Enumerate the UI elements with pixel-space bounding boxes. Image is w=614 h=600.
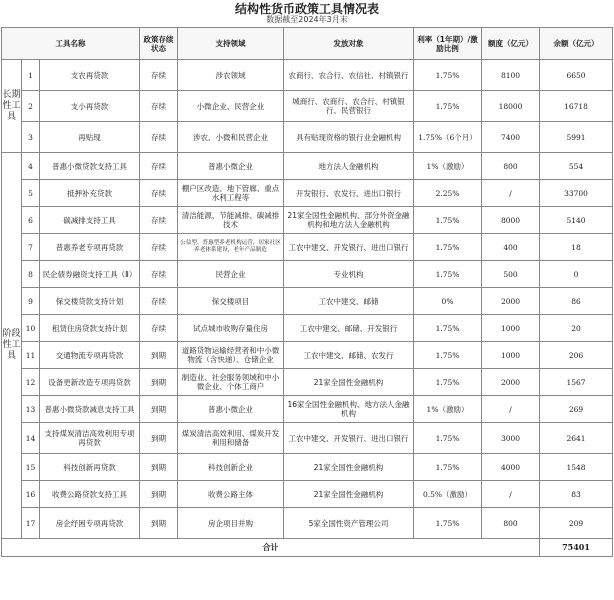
balance-value: 209 bbox=[540, 508, 613, 539]
policy-status: 存续 bbox=[140, 315, 178, 342]
table-row bbox=[2, 234, 613, 261]
support-field: 普惠小微企业 bbox=[178, 396, 284, 423]
total-balance: 75401 bbox=[540, 539, 613, 557]
table-row bbox=[2, 180, 613, 207]
policy-status: 存续 bbox=[140, 207, 178, 234]
balance-value: 1567 bbox=[540, 369, 613, 396]
header-quota: 额度（亿元） bbox=[482, 28, 540, 60]
quota-value: / bbox=[482, 481, 540, 508]
row-number: 2 bbox=[22, 91, 40, 122]
header-tool-name: 工具名称 bbox=[2, 28, 140, 60]
support-field: 试点城市收购存量住房 bbox=[178, 315, 284, 342]
table-row bbox=[2, 60, 613, 91]
table-row bbox=[2, 315, 613, 342]
target-institutions: 具有贴现资格的银行业金融机构 bbox=[284, 122, 414, 153]
interest-rate: 1.75% bbox=[414, 261, 482, 288]
table-row bbox=[2, 91, 613, 122]
quota-value: 500 bbox=[482, 261, 540, 288]
balance-value: 86 bbox=[540, 288, 613, 315]
table-row bbox=[2, 261, 613, 288]
interest-rate: 1.75% bbox=[414, 315, 482, 342]
policy-status: 存续 bbox=[140, 180, 178, 207]
row-number: 6 bbox=[22, 207, 40, 234]
header-status: 政策存续状态 bbox=[140, 28, 178, 60]
interest-rate: 1%（激励） bbox=[414, 396, 482, 423]
interest-rate: 1.75% bbox=[414, 369, 482, 396]
balance-value: 206 bbox=[540, 342, 613, 369]
tool-name: 支小再贷款 bbox=[40, 91, 140, 122]
tool-name: 保交楼贷款支持计划 bbox=[40, 288, 140, 315]
tool-name: 普惠养老专项再贷款 bbox=[40, 234, 140, 261]
target-institutions: 地方法人金融机构 bbox=[284, 153, 414, 180]
policy-status: 存续 bbox=[140, 60, 178, 91]
support-field: 煤炭清洁高效利用、煤炭开发利用和储备 bbox=[178, 423, 284, 454]
balance-value: 33700 bbox=[540, 180, 613, 207]
row-number: 9 bbox=[22, 288, 40, 315]
table-row bbox=[2, 454, 613, 481]
balance-value: 83 bbox=[540, 481, 613, 508]
policy-status: 到期 bbox=[140, 481, 178, 508]
header-target: 发放对象 bbox=[284, 28, 414, 60]
interest-rate: 0.5%（激励） bbox=[414, 481, 482, 508]
tool-name: 设备更新改造专项再贷款 bbox=[40, 369, 140, 396]
support-field: 保交楼项目 bbox=[178, 288, 284, 315]
support-field: 涉农、小微和民营企业 bbox=[178, 122, 284, 153]
balance-value: 1548 bbox=[540, 454, 613, 481]
balance-value: 20 bbox=[540, 315, 613, 342]
policy-status: 存续 bbox=[140, 91, 178, 122]
balance-value: 5140 bbox=[540, 207, 613, 234]
row-number: 13 bbox=[22, 396, 40, 423]
target-institutions: 专业机构 bbox=[284, 261, 414, 288]
tool-name: 房企纾困专项再贷款 bbox=[40, 508, 140, 539]
policy-status: 到期 bbox=[140, 423, 178, 454]
tool-name: 普惠小微贷款支持工具 bbox=[40, 153, 140, 180]
target-institutions: 工农中建交、邮储、开发银行 bbox=[284, 315, 414, 342]
tool-name: 收费公路贷款支持工具 bbox=[40, 481, 140, 508]
quota-value: / bbox=[482, 396, 540, 423]
row-number: 8 bbox=[22, 261, 40, 288]
balance-value: 5991 bbox=[540, 122, 613, 153]
interest-rate: 0% bbox=[414, 288, 482, 315]
tool-name: 碳减排支持工具 bbox=[40, 207, 140, 234]
balance-value: 18 bbox=[540, 234, 613, 261]
support-field: 道路货物运输经营者和中小微物流（含快递）、仓储企业 bbox=[178, 342, 284, 369]
header-field: 支持领域 bbox=[178, 28, 284, 60]
support-field: 收费公路主体 bbox=[178, 481, 284, 508]
policy-status: 存续 bbox=[140, 153, 178, 180]
target-institutions: 农商行、农合行、农信社、村镇银行 bbox=[284, 60, 414, 91]
table-row bbox=[2, 481, 613, 508]
row-number: 4 bbox=[22, 153, 40, 180]
interest-rate: 1.75% bbox=[414, 342, 482, 369]
header-rate: 利率（1年期）/激励比例 bbox=[414, 28, 482, 60]
interest-rate: 1%（激励） bbox=[414, 153, 482, 180]
support-field: 民营企业 bbox=[178, 261, 284, 288]
table-row bbox=[2, 508, 613, 539]
support-field: 制造业、社会服务领域和中小微企业、个体工商户 bbox=[178, 369, 284, 396]
row-number: 3 bbox=[22, 122, 40, 153]
table-row bbox=[2, 153, 613, 180]
target-institutions: 开发银行、农发行、进出口银行 bbox=[284, 180, 414, 207]
balance-value: 554 bbox=[540, 153, 613, 180]
policy-tools-table bbox=[1, 27, 613, 557]
quota-value: 800 bbox=[482, 153, 540, 180]
interest-rate: 1.75%（6个月） bbox=[414, 122, 482, 153]
quota-value: 400 bbox=[482, 234, 540, 261]
tool-name: 支持煤炭清洁高效利用专项再贷款 bbox=[40, 423, 140, 454]
support-field: 普惠小微企业 bbox=[178, 153, 284, 180]
support-field: 清洁能源、节能减排、碳减排技术 bbox=[178, 207, 284, 234]
row-number: 7 bbox=[22, 234, 40, 261]
target-institutions: 城商行、农商行、农合行、村镇银行、民营银行 bbox=[284, 91, 414, 122]
support-field: 公益型、普惠型养老机构运营，居家社区养老体系建设，老年产品制造 bbox=[178, 234, 284, 261]
interest-rate: 1.75% bbox=[414, 91, 482, 122]
policy-status: 到期 bbox=[140, 369, 178, 396]
row-number: 12 bbox=[22, 369, 40, 396]
target-institutions: 工农中建交、开发银行、进出口银行 bbox=[284, 234, 414, 261]
balance-value: 6650 bbox=[540, 60, 613, 91]
target-institutions: 工农中建交、邮储、农发行 bbox=[284, 342, 414, 369]
policy-status: 到期 bbox=[140, 508, 178, 539]
support-field: 房企项目并购 bbox=[178, 508, 284, 539]
quota-value: 8100 bbox=[482, 60, 540, 91]
target-institutions: 21家全国性金融机构 bbox=[284, 369, 414, 396]
table-row bbox=[2, 396, 613, 423]
table-row bbox=[2, 423, 613, 454]
tool-name: 租赁住房贷款支持计划 bbox=[40, 315, 140, 342]
policy-status: 到期 bbox=[140, 454, 178, 481]
table-row bbox=[2, 207, 613, 234]
quota-value: 3000 bbox=[482, 423, 540, 454]
policy-status: 存续 bbox=[140, 122, 178, 153]
balance-value: 2641 bbox=[540, 423, 613, 454]
total-label: 合计 bbox=[2, 539, 540, 557]
quota-value: 2000 bbox=[482, 369, 540, 396]
quota-value: 1000 bbox=[482, 342, 540, 369]
interest-rate: 1.75% bbox=[414, 60, 482, 91]
table-title: 结构性货币政策工具情况表 bbox=[234, 2, 379, 16]
group-long-term: 长期性工具 bbox=[2, 60, 22, 153]
support-field: 涉农领域 bbox=[178, 60, 284, 91]
table-row bbox=[2, 122, 613, 153]
header-row bbox=[2, 28, 613, 60]
support-field: 科技创新企业 bbox=[178, 454, 284, 481]
policy-status: 到期 bbox=[140, 396, 178, 423]
row-number: 14 bbox=[22, 423, 40, 454]
table-row bbox=[2, 288, 613, 315]
tool-name: 普惠小微贷款减息支持工具 bbox=[40, 396, 140, 423]
tool-name: 科技创新再贷款 bbox=[40, 454, 140, 481]
quota-value: 18000 bbox=[482, 91, 540, 122]
balance-value: 269 bbox=[540, 396, 613, 423]
balance-value: 16718 bbox=[540, 91, 613, 122]
interest-rate: 1.75% bbox=[414, 207, 482, 234]
table-body bbox=[2, 60, 613, 557]
tool-name: 民企债券融资支持工具（Ⅱ） bbox=[40, 261, 140, 288]
support-field: 小微企业、民营企业 bbox=[178, 91, 284, 122]
interest-rate: 1.75% bbox=[414, 508, 482, 539]
target-institutions: 21家全国性金融机构 bbox=[284, 454, 414, 481]
tool-name: 交通物流专项再贷款 bbox=[40, 342, 140, 369]
target-institutions: 21家全国性金融机构、部分外资金融机构和地方法人金融机构 bbox=[284, 207, 414, 234]
policy-status: 存续 bbox=[140, 261, 178, 288]
interest-rate: 1.75% bbox=[414, 234, 482, 261]
row-number: 1 bbox=[22, 60, 40, 91]
table-subtitle: 数据截至2024年3月末 bbox=[266, 15, 348, 24]
quota-value: 4000 bbox=[482, 454, 540, 481]
target-institutions: 工农中建交、开发银行、进出口银行 bbox=[284, 423, 414, 454]
interest-rate: 1.75% bbox=[414, 454, 482, 481]
quota-value: 2000 bbox=[482, 288, 540, 315]
balance-value: 0 bbox=[540, 261, 613, 288]
quota-value: 7400 bbox=[482, 122, 540, 153]
header-balance: 余额（亿元） bbox=[540, 28, 613, 60]
row-number: 10 bbox=[22, 315, 40, 342]
row-number: 16 bbox=[22, 481, 40, 508]
support-field: 棚户区改造、地下管廊、重点水利工程等 bbox=[178, 180, 284, 207]
target-institutions: 21家全国性金融机构 bbox=[284, 481, 414, 508]
policy-status: 存续 bbox=[140, 288, 178, 315]
policy-status: 存续 bbox=[140, 234, 178, 261]
target-institutions: 工农中建交、邮储 bbox=[284, 288, 414, 315]
tool-name: 支农再贷款 bbox=[40, 60, 140, 91]
interest-rate: 1.75% bbox=[414, 423, 482, 454]
quota-value: / bbox=[482, 180, 540, 207]
tool-name: 抵押补充贷款 bbox=[40, 180, 140, 207]
interest-rate: 2.25% bbox=[414, 180, 482, 207]
row-number: 11 bbox=[22, 342, 40, 369]
quota-value: 800 bbox=[482, 508, 540, 539]
target-institutions: 16家全国性金融机构、地方法人金融机构 bbox=[284, 396, 414, 423]
row-number: 17 bbox=[22, 508, 40, 539]
policy-status: 到期 bbox=[140, 342, 178, 369]
group-phased: 阶段性工具 bbox=[2, 153, 22, 539]
table-row bbox=[2, 369, 613, 396]
row-number: 15 bbox=[22, 454, 40, 481]
row-number: 5 bbox=[22, 180, 40, 207]
total-row bbox=[2, 539, 613, 557]
table-row bbox=[2, 342, 613, 369]
tool-name: 再贴现 bbox=[40, 122, 140, 153]
quota-value: 1000 bbox=[482, 315, 540, 342]
quota-value: 8000 bbox=[482, 207, 540, 234]
target-institutions: 5家全国性资产管理公司 bbox=[284, 508, 414, 539]
